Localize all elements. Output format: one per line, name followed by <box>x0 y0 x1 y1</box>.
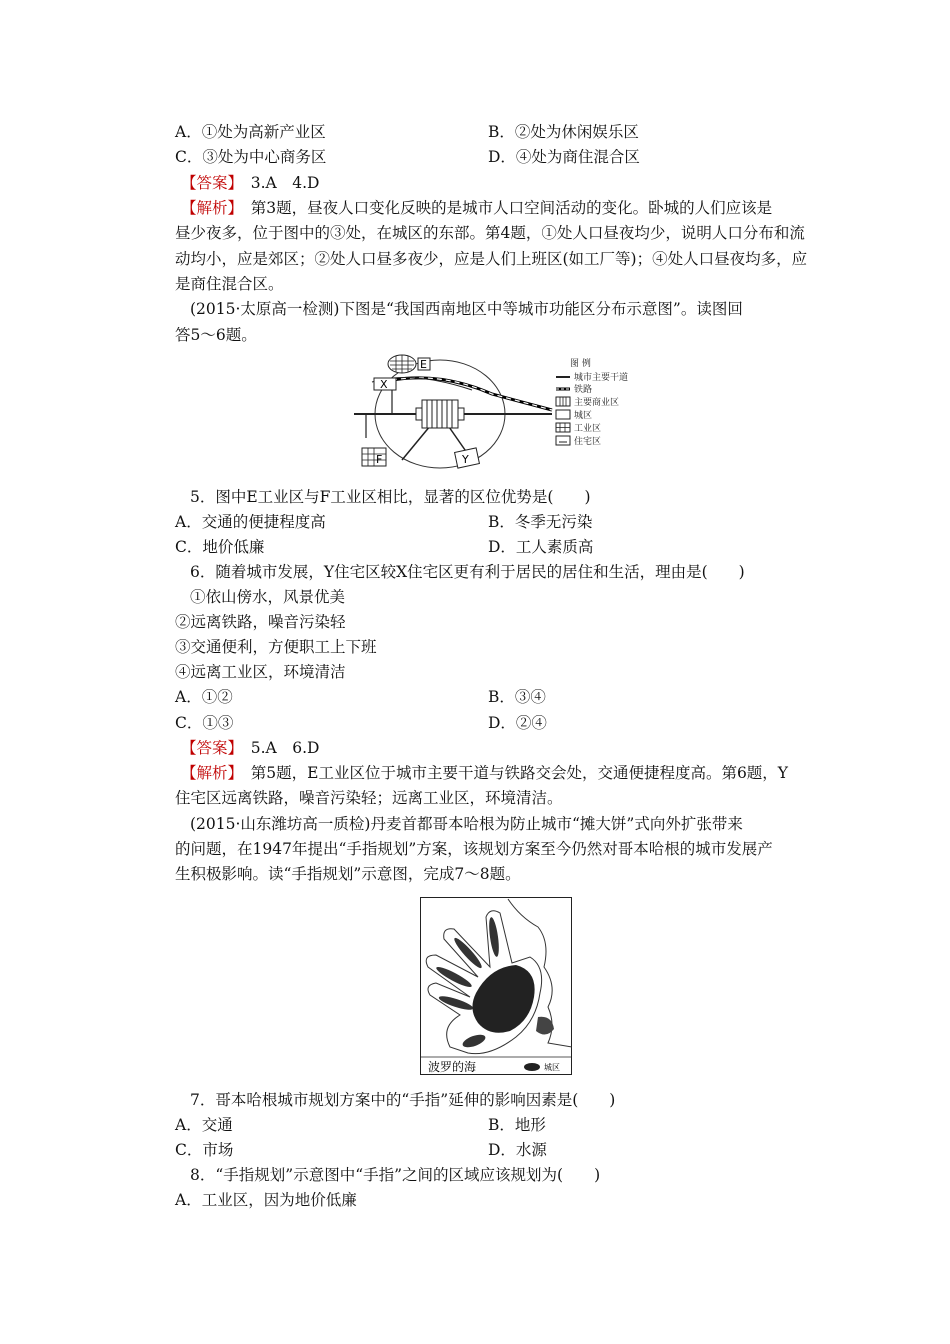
q8-stem: 8．“手指规划”示意图中“手指”之间的区域应该规划为( ) <box>190 1166 601 1184</box>
q6-stem: 6．随着城市发展，Y住宅区较X住宅区更有利于居民的居住和生活，理由是( ) <box>190 563 745 581</box>
answer-line-3-4 <box>181 172 319 194</box>
q3-4-option-d: D．④处为商住混合区 <box>488 148 640 166</box>
q5-stem: 5．图中E工业区与F工业区相比，显著的区位优势是( ) <box>190 488 591 506</box>
intro-5-6-line-2: 答5～6题。 <box>175 326 257 344</box>
q7-option-d: D．水源 <box>488 1141 547 1159</box>
q6-option-d: D．②④ <box>488 714 547 732</box>
label-e: E <box>420 358 427 371</box>
analysis-tag: 【解析】 <box>181 199 236 217</box>
legend-item: 住宅区 <box>574 437 602 447</box>
answer-tag: 【答案】 <box>181 174 236 192</box>
legend-item: 城区 <box>574 411 593 421</box>
label-x: X <box>380 378 388 391</box>
q5-option-c: C．地价低廉 <box>175 538 265 556</box>
analysis-line-3: 动均小，应是郊区；②处人口昼多夜少，应是人们上班区(如工厂等)；④处人口昼夜均多，应 <box>175 250 808 268</box>
q6-statement-2: ②远离铁路，噪音污染轻 <box>175 613 346 631</box>
railway <box>392 378 552 410</box>
q8-option-a: A．工业区，因为地价低廉 <box>175 1191 357 1209</box>
analysis-text: 第5题，E工业区位于城市主要干道与铁路交会处，交通便捷程度高。第6题，Y <box>235 764 789 782</box>
q6-statement-4: ④远离工业区，环境清洁 <box>175 663 346 681</box>
city-function-map <box>352 352 632 474</box>
analysis-5-6-line-2: 住宅区远离铁路，噪音污染轻；远离工业区，环境清洁。 <box>175 789 563 807</box>
analysis-line-4: 是商住混合区。 <box>175 275 284 293</box>
q5-option-a: A．交通的便捷程度高 <box>175 513 326 531</box>
analysis-line-2: 昼少夜多，位于图中的③处，在城区的东部。第4题，①处人口昼夜均少，说明人口分布和流 <box>175 224 805 242</box>
analysis-5-6-line-1 <box>181 762 788 784</box>
q3-4-option-c: C．③处为中心商务区 <box>175 148 327 166</box>
q6-statement-3: ③交通便利，方便职工上下班 <box>175 638 377 656</box>
finger-plan-map <box>420 897 572 1075</box>
q6-option-c: C．①③ <box>175 714 234 732</box>
label-f: F <box>376 453 383 466</box>
intro-7-8-line-2: 的问题，在1947年提出“手指规划”方案，该规划方案至今仍然对哥本哈根的城市发展产 <box>175 840 773 858</box>
legend-title: 图 例 <box>570 359 591 369</box>
legend-item: 工业区 <box>574 424 602 434</box>
analysis-line-1 <box>181 197 772 219</box>
intro-7-8-line-1: (2015·山东潍坊高一质检)丹麦首都哥本哈根为防止城市“摊大饼”式向外扩张带来 <box>190 815 743 833</box>
q6-option-b: B．③④ <box>488 688 546 706</box>
q6-statement-1: ①依山傍水，风景优美 <box>190 588 346 606</box>
q5-option-b: B．冬季无污染 <box>488 513 593 531</box>
legend-item: 主要商业区 <box>574 398 620 408</box>
legend-item: 城市主要干道 <box>574 373 629 383</box>
q7-option-a: A．交通 <box>175 1116 233 1134</box>
q3-4-option-a: A．①处为高新产业区 <box>175 123 326 141</box>
answer-tag: 【答案】 <box>181 739 236 757</box>
q7-option-c: C．市场 <box>175 1141 234 1159</box>
answer-text: 3.A 4.D <box>235 174 320 192</box>
sea-label: 波罗的海 <box>428 1060 477 1074</box>
analysis-text: 第3题，昼夜人口变化反映的是城市人口空间活动的变化。卧城的人们应该是 <box>235 199 773 217</box>
label-y: Y <box>462 453 469 466</box>
answer-line-5-6 <box>181 737 319 759</box>
legend-item: 铁路 <box>574 385 593 395</box>
q7-option-b: B．地形 <box>488 1116 546 1134</box>
answer-text: 5.A 6.D <box>235 739 320 757</box>
legend-urban-label: 城区 <box>544 1063 560 1072</box>
q5-option-d: D．工人素质高 <box>488 538 594 556</box>
intro-5-6-line-1: (2015·太原高一检测)下图是“我国西南地区中等城市功能区分布示意图”。读图回 <box>190 300 743 318</box>
q3-4-option-b: B．②处为休闲娱乐区 <box>488 123 639 141</box>
q7-stem: 7．哥本哈根城市规划方案中的“手指”延伸的影响因素是( ) <box>190 1091 616 1109</box>
legend-urban-swatch <box>524 1063 540 1071</box>
q6-option-a: A．①② <box>175 688 233 706</box>
analysis-tag: 【解析】 <box>181 764 236 782</box>
intro-7-8-line-3: 生积极影响。读“手指规划”示意图，完成7～8题。 <box>175 865 521 883</box>
